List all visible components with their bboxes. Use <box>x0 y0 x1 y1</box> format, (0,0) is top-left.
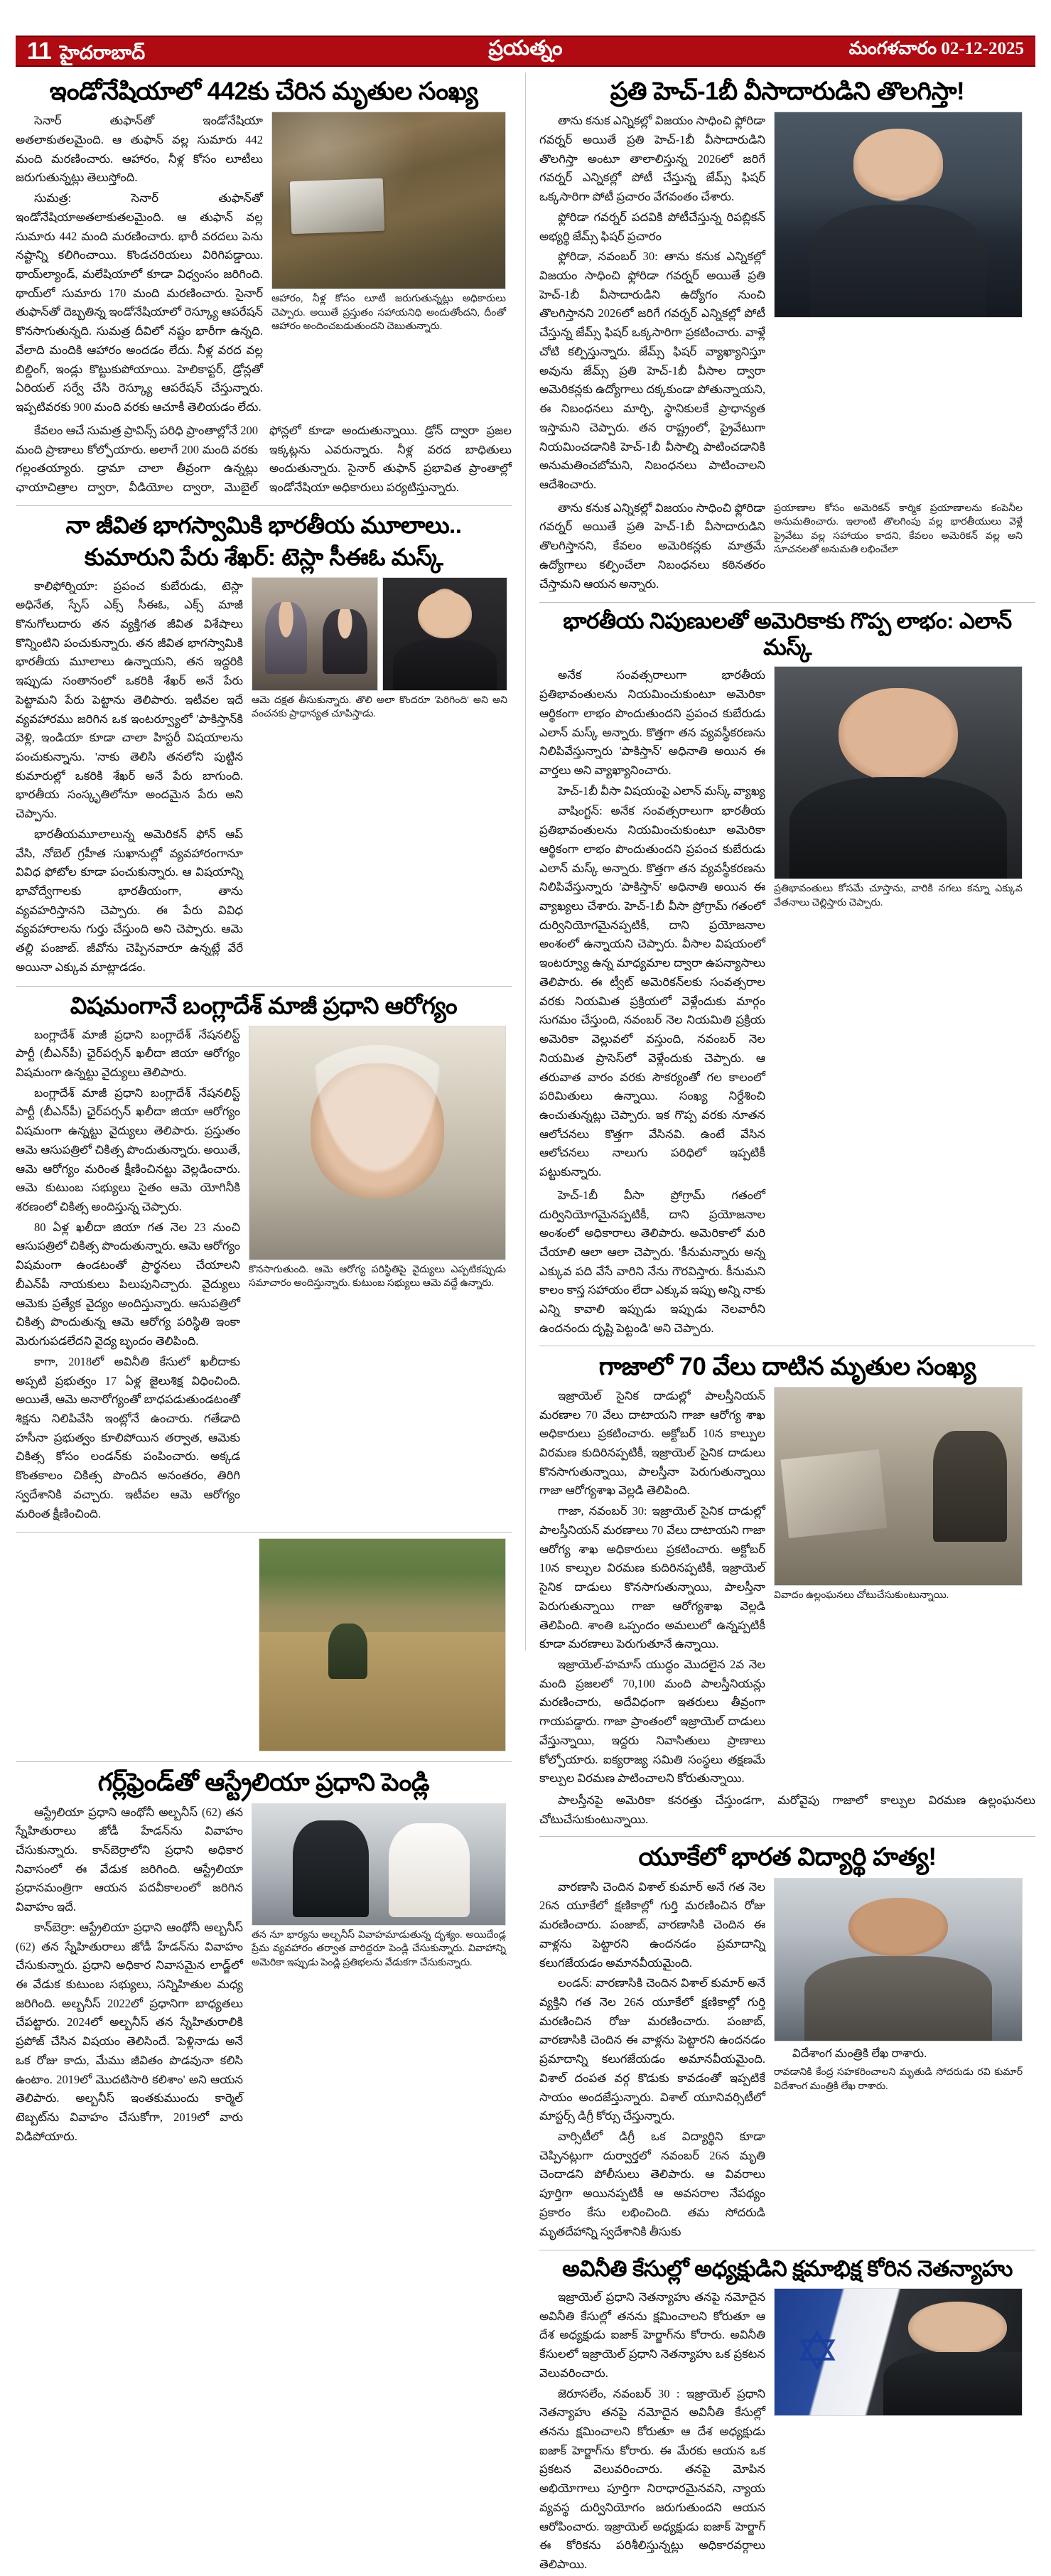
headline-gaza: గాజాలో 70 వేలు దాటిన మృతుల సంఖ్య <box>598 1352 976 1380</box>
headline-netanyahu: అవినీతి కేసుల్లో అధ్యక్షుడిని క్షమాభిక్ష కోరిన నెతన్యాహు <box>562 2256 1013 2282</box>
divider-right-1 <box>539 602 1035 603</box>
h1b-flow <box>539 112 1035 495</box>
divider-left-4 <box>16 1761 512 1762</box>
srilanka-flow <box>16 1538 512 1754</box>
photo-australia-wedding-image <box>252 1804 505 1925</box>
headline-h1b: ప్రతి హెచ్-1బీ వీసాదారుడిని తొలగిస్తా! <box>610 77 965 105</box>
khaleda-body <box>16 1026 240 1524</box>
indonesia-lead: సెనార్ తుఫాన్‌తో ఇండోనేషియా అతలాకుతలమైంది. ఆ తుఫాన్ వల్ల సుమారు 442 మంది మరణించారు. ఆహారం, నీళ్ల కోసం లూటీలు జరుగుతున్నట్లు తెలుస్తోంది. <box>16 114 263 185</box>
uk-student-lead: వారణాసి చెందిన విశాల్ కుమార్ అనే గత నెల 26న యూకేలో క్షణికాల్లో గుర్తి మరణించిన రోజు మరణించారు. పంజాబ్, వారణాసికి చెందిన ఈ వాళ్లను పెట్టారని ఉందనడం ప్రమాదాన్ని కలుగజేయడం అమానవీయమైంది. <box>539 1879 765 1970</box>
australia-pm-flow <box>16 1803 512 2148</box>
photo-srilanka-flood-image <box>259 1539 505 1751</box>
h1b-lead: తాను కనుక ఎన్నికల్లో విజయం సాధించి ఫ్లోరిడా గవర్నర్ అయితే ప్రతి హెచ్-1బీ వీసాదారుడిని తొలగిస్తా అంటూ తాలాలిస్తున్న 2026లో జరిగే గవర్నర్ ఎన్నికల్లో పోటీ చేస్తున్న జేమ్స్ ఫిషర్ ఒక్కసారిగా పోటీ ప్రచారం వేగవంతం చేశారు. <box>539 114 765 204</box>
left-column <box>16 73 522 2143</box>
australia-pm-body1: ఆస్ట్రేలియా ప్రధాని ఆంథోనీ అల్బనీస్ (62) తన స్నేహితురాలు జోడీ హేడన్‌ను వివాహం చేసుకున్నారు. కాన్‌బెర్రాలోని ప్రధాని అధికార నివాసంలో ఈ వేడుక జరిగింది. ఆస్ట్రేలియా ప్రధానమంత్రిగా ఆయన పదవీకాలంలో జరిగిన వివాహం ఇదే. <box>16 1805 243 1914</box>
musk-india-media <box>774 666 1023 910</box>
gaza-flow <box>539 1387 1035 1790</box>
photo-elon-musk <box>774 666 1023 879</box>
indonesia-body1: సుమత్ర: సెనార్ తుఫాన్‌తో ఇండోనేషియాఅతలాకుతలమైంది. ఆ తుఫాన్ వల్ల సుమారు 442 మంది మరణించారు. భారీ వరదలు పెను నష్టాన్ని కలిగించాయి. కొండచరియలు విరిగిపడ్డాయి. థాయ్‌ల్యాండ్, మలేషియాలో కూడా విధ్వంసం జరిగింది. థాయ్‌లో సుమారు 170 మంది మరణించారు. సైనార్ తుఫాన్‌తో దెబ్బతిన్న ఇండోనేషియాలో రెస్క్యూ ఆపరేషన్ కొనసాగుతున్నది. సుమత్ర దీవిలో నష్టం భారీగా ఉన్నది. వేలాది మందికి ఆహారం అందడం లేదు. నీళ్ల వరద వల్ల బిల్డింగ్, ఇండ్లు కొట్టుకుపోయాయి. హెలికాప్టర్, డ్రోన్లతో ఏరియల్ సర్వే చేసి రెస్క్యూ ఆపరేషన్ చేస్తున్నారు. ఇప్పటివరకు 900 మంది వరకు ఆచూకీ తెలియడం లేదు. <box>16 191 263 414</box>
headline-musk-india: భారతీయ నిపుణులతో అమెరికాకు గొప్ప లాభం: ఎలాన్ మస్క్ <box>563 608 1012 660</box>
headline-uk-student: యూకేలో భారత విద్యార్థి హత్య! <box>638 1843 937 1872</box>
musk-india-body1: అనేక సంవత్సరాలుగా భారతీయ ప్రతిభావంతులను నియమించుకుంటూ అమెరికా ఆర్థికంగా లాభం పొందుతుందని ప్రపంచ కుబేరుడు ఎలాన్ మస్క్ అన్నారు. కొత్తగా తన వ్యవస్థీకరణను నిలిపివేస్తున్నారు 'పాకిస్తాన్' అధినాతి అయిన ఈ వార్తలు అని వ్యాఖ్యానించారు. <box>539 668 765 778</box>
divider-left-2 <box>16 986 512 987</box>
netanyahu-flow <box>539 2288 1035 2576</box>
divider-right-3 <box>539 1836 1035 1837</box>
srilanka-media <box>259 1538 506 1754</box>
caption-indonesia: ఆహారం, నీళ్ల కోసం లూటీ జరుగుతున్నట్లు అధికారులు చెప్పారు. అయితే ప్రస్తుతం సహాయనిధి అందుతోందని, దీంతో ఆహారం అందించబడుతుందని చెబుతున్నారు. <box>271 294 506 333</box>
headline-indonesia: ఇండోనేషియాలో 442కు చేరిన మృతుల సంఖ్య <box>49 77 478 105</box>
indonesia-media <box>271 112 506 334</box>
caption-musk-son: ఆమె దక్షత తీసుకున్నారు. తొలి అలా కొందరూ 'పెరిగింది' అని అని వంచనకు ప్రాధాన్యత చూపిస్తాడు. <box>252 694 507 720</box>
indonesia-body <box>16 112 263 417</box>
h1b-media <box>774 112 1023 318</box>
headline-khaleda: విషమంగానే బంగ్లాదేశ్ మాజీ ప్రధాని ఆరోగ్యం <box>70 992 458 1019</box>
netanyahu-media <box>774 2288 1023 2416</box>
photo-james-fisher-image <box>775 112 1022 317</box>
article-netanyahu <box>539 2256 1035 2575</box>
page-number: 11 <box>27 38 51 65</box>
uk-student-flow <box>539 1878 1035 2243</box>
musk-india-body3: వాషింగ్టన్: అనేక సంవత్సరాలుగా భారతీయ ప్రతిభావంతులను నియమించుకుంటూ అమెరికా ఆర్థికంగా లాభం పొందుతుందని ప్రపంచ కుబేరుడు ఎలాన్ మస్క్ అన్నారు. కొత్తగా తన వ్యవస్థీకరణను నిలిపివేస్తున్నారు 'పాకిస్తాన్' అధినాతి అయిన ఈ వ్యాఖ్యలు చేశారు. హెచ్-1బీ వీసా ప్రోగ్రామ్ గతంలో దుర్వినియోగమైనప్పటికీ, దాని ప్రయోజనాల అంశంలో ఉన్నాయని చెప్పారు. వీసాల విషయంలో ఇంటర్వ్యూ ఉన్న మాధ్యమాల ద్వారా ఉపన్యాసాలు తెలిపారు. ఈ ట్వీట్ అమెరికన్‌లకు సంవత్సరాల వరకు నియమిత ప్రక్రియలో వెళ్లేందుకు మార్గం సుగమం చేస్తుంది, నవంబర్ నెల నియమితి ప్రక్రియ అమెరికా వెల్లువలో వస్తుంది, నవంబర్ నెల నియమిత ప్రాసెస్‌లో వెళ్లేందుకు చెప్పారు. ఆ తరువాత వారం వరకు సౌకర్యంతో గల కాలంలో పరిమితులు ఉన్నాయి. సంఖ్య నిర్దేశించి ఉంచుతున్నట్లు చెప్పారు. ఇక గొప్ప వరకు నూతన ఆలోచనలు కొత్తగా వేసినవి. ఉంటే వేసిన ఆలోచనలు నాలుగు పరిధిలో ఇప్పటికీ పట్టుకున్నారు. <box>539 804 765 1179</box>
khaleda-flow <box>16 1026 512 1525</box>
gaza-body <box>539 1387 765 1788</box>
caption-australia-pm: తన నూ భార్యను అల్బనీస్ వివాహమాడుతున్న దృశ్యం. అయిదేండ్ల ప్రేమ వ్యవహారం తర్వాత వారిద్దరూ పెండ్లి చేసుకున్నారు. వివాహాన్ని అమెరికా ఇప్పుడు పెండ్లి ప్రతిభలను వేడుకగా చేసుకున్నారు. <box>252 1929 506 1968</box>
photo-james-fisher <box>774 112 1023 318</box>
headline-australia-pm: గర్ల్‌ఫ్రెండ్‌తో ఆస్ట్రేలియా ప్రధాని పెండ్లి <box>97 1769 430 1797</box>
article-australia-pm <box>16 1768 512 2147</box>
right-column <box>529 73 1035 2571</box>
photo-indonesia-flood-image <box>272 112 505 289</box>
photo-musk-portrait-dark-image <box>383 578 507 690</box>
australia-pm-body2: కాన్‌బెర్రా: ఆస్ట్రేలియా ప్రధాని ఆంథోనీ అల్బనీస్ (62) తన స్నేహితురాలు జోడీ హేడన్‌ను వివాహం చేసుకున్నారు. ప్రధాని అధికార నివాసమైన లాడ్జ్‌లో ఈ వేడుక కుటుంబ సభ్యులు, సన్నిహితుల మధ్య జరిగింది. అల్బనీస్ 2022లో ప్రధానిగా బాధ్యతలు చేపట్టారు. 2024లో అల్బనీస్ తన స్నేహితురాలికి ప్రపోజ్ చేసిన విషయం తెలిసిందే. 'పెళ్లినాడు అనే ఒక రోజు కాదు, మేము జీవితం పొడవునా కలిసి ఉంటాం. 2019లో మొదటిసారి కలిశాం' అని ఆయన తెలిపారు. అల్బనీస్ ఇంతకుముందు కార్మెల్ టెబ్బట్‌ను వివాహం చేసుకోగా, 2019లో వారు విడిపోయారు. <box>16 1920 243 2143</box>
photo-elon-musk-image <box>775 667 1022 879</box>
musk-son-flow <box>16 577 512 979</box>
h1b-body-top <box>539 112 765 494</box>
musk-india-body4: హెచ్-1బీ వీసా ప్రోగ్రామ్ గతంలో దుర్వినియోగమైనప్పటికీ, దాని ప్రయోజనాల అంశంలో అధికారాలు తెలిపారు. అమెరికాలో మరి చేయాలి ఆలా ఆలా చెప్పారు. 'కీనుమన్నారు అన్న ఎక్కువ పది వేసే వారిని నేను గౌరవిస్తారు. కీనుమని కాలం కాస్త సహాయం లేదా ఎక్కువ ఇప్పు అన్ని నాకు ఎన్ని కావాలి ఇప్పుడు ఇప్పుడు నెలవారీని ఉందనందు దృష్టి పెట్టండి' అని చెప్పారు. <box>539 1188 765 1335</box>
divider-left-1 <box>16 505 512 506</box>
indonesia-flow <box>16 112 512 419</box>
netanyahu-body2: జెరూసలేం, నవంబర్ 30 : ఇజ్రాయెల్ ప్రధాని నెతన్యాహు తనపై నమోదైన అవినీతి కేసుల్లో తనను క్షమించాలని కోరుతూ ఆ దేశ అధ్యక్షుడు ఐజాక్ హెర్జాగ్‌ను కోరారు. ఈ మేరకు ఆయన ఒక ప్రకటన వెలువరించారు. తనపై మోపిన అభియోగాలు పూర్తిగా నిరాధారమైనవని, న్యాయ వ్యవస్థ దుర్వినియోగం జరుగుతుందని ఆయన ఆరోపించారు. ఇజ్రాయెల్ అధ్యక్షుడు ఐజాక్ హెర్జాగ్ ఈ కోరికను పరిశీలిస్తున్నట్లు అధికారవర్గాలు తెలిపాయి. <box>539 2386 765 2571</box>
photo-srilanka-flood <box>259 1538 506 1751</box>
page-columns <box>16 73 1035 2571</box>
h1b-body2: తాను కనుక ఎన్నికల్లో విజయం సాధించి ఫ్లోరిడా గవర్నర్ అయితే ప్రతి హెచ్-1బీ వీసాదారుడిని తొలగిస్తానని, కేవలం అమెరికన్లకు మాత్రమే ఉద్యోగాలు కల్పించేలా నిబంధనలు కఠినతరం చేస్తామని ఆయన అన్నారు. <box>539 500 765 591</box>
column-divider <box>525 73 526 1651</box>
article-gaza <box>539 1352 1035 1830</box>
article-indonesia <box>16 77 512 498</box>
h1b-body1: ఫ్లోరిడా, నవంబర్ 30: తాను కనుక ఎన్నికల్లో విజయం సాధించి ఫ్లోరిడా గవర్నర్ అయితే ప్రతి హెచ్-1బీ వీసాదారుడిని ఉద్యోగం నుంచి తొలగిస్తానని 2026లో జరిగే గవర్నర్ ఎన్నికల్లో పోటీ చేస్తున్న జేమ్స్ ఫిషర్ ఒక్కసారిగా ప్రకటించారు. వాళ్లే చోటి కల్పిస్తున్నారు. జేమ్స్ ఫిషర్ వ్యాఖ్యానిస్తూ అవును జేమ్స్ ప్రతి హెచ్-1బీ వీసాల ద్వారా అమెరికన్లకు ఉద్యోగాలు దక్కకుండా పోతున్నాయని, ఈ నిబంధనలు మార్చి, స్థానికులకే ప్రాధాన్యత ఇస్తామని చెప్పారు. తన రాష్ట్రంలో, ప్రైవేటుగా నియమించడానికి హెచ్-1బీ వీసాల్ని పాటించడానికి అనుమతించబోమని, నిబంధనలు పాటించాలని ఆదేశించారు. <box>539 249 765 491</box>
article-uk-student <box>539 1842 1035 2243</box>
divider-left-3 <box>16 1532 512 1533</box>
indonesia-body2-wrap <box>16 422 512 498</box>
australia-pm-media <box>252 1803 506 1970</box>
photo-musk-family-image <box>252 578 377 690</box>
star-of-david-icon <box>797 2329 838 2371</box>
gaza-body3: పాలస్తీనపై అమెరికా కనరత్తు చేస్తుండగా, మరోవైపు గాజాలో కాల్పుల విరమణ ఉల్లంఘనలు చోటుచేసుకుంటున్నాయి. <box>539 1793 1035 1826</box>
musk-son-body2: భారతీయమూలాలున్న అమెరికన్ ఫోన్ ఆప్ వేసి, నోబెల్ గ్రహీత సుఖానుల్లో వ్యవహారంగానూ వివిధ ఫోటోల కూడా పంచుకున్నారు. ఆ విషయాన్ని భావోద్వేగాలకు భారతీయంగా, తాను వ్యవహరిస్తానని చెప్పారు. ఈ పేరు వివిధ వ్యవహారాలను గుర్తు చేస్తుంది అని చెప్పారు. ఆమె తల్లి పంజాబ్. జీవోను చెప్పినవారూ ఉన్నట్లే వేరే అయినా ఎక్కువ మాట్లాడడం. <box>16 827 243 974</box>
photo-uk-student <box>774 1878 1023 2041</box>
gaza-body2: ఇజ్రాయెల్-హమాస్ యుద్ధం మొదలైన 2వ నెల మంది ప్రజలలో 70,100 మంది పాలస్తీనియన్లు మరణించారు, అదేవిధంగా ఇతరులు తీవ్రంగా గాయపడ్డారు. గాజా ప్రాంతంలో ఇజ్రాయెల్ దాడులు వేస్తున్నాయి, ఇద్దరు నివాసితులు ప్రాణాలు కోల్పోయారు. ఐక్యరాజ్య సమితి సంస్థలు తక్షణమే కాల్పుల విరమణ పాటించాలని కోరుతున్నాయి. <box>539 1657 765 1786</box>
khaleda-media <box>249 1026 506 1291</box>
photo-musk-family <box>252 577 378 691</box>
uk-student-body3-wrap <box>774 2044 1023 2064</box>
headline-musk-son-line1: నా జీవిత భాగస్వామికి భారతీయ మూలాలు.. <box>65 511 462 538</box>
h1b-flow-bottom <box>539 499 1035 596</box>
musk-son-media <box>252 577 507 721</box>
newspaper-page <box>0 36 1051 2571</box>
photo-khaleda-zia-image <box>249 1026 505 1260</box>
article-musk-india <box>539 608 1035 1338</box>
photo-musk-portrait-dark <box>382 577 507 691</box>
khaleda-body1: బంగ్లాదేశ్ మాజీ ప్రధాని బంగ్లాదేశ్ నేషనలిస్ట్ పార్టీ (బీఎన్‌పీ) ఛైర్‌పర్సన్ ఖలీదా జియా ఆరోగ్యం విషమంగా ఉన్నట్టు వైద్యులు తెలిపారు. ప్రస్తుతం ఆమె ఆసుపత్రిలో చికిత్స పొందుతున్నారు. అయితే, ఆమె ఆరోగ్యం మరింత క్షీణించినట్టు వెల్లడించారు. ఆమె కుటుంబ సభ్యులు సైతం ఆమె యోగినీకి శరణంలో చికిత్స అందిస్తున్న చెప్పారు. <box>16 1085 240 1214</box>
caption-gaza: వివాదం ఉల్లంఘనలు చోటుచేసుకుంటున్నాయి. <box>774 1589 949 1601</box>
photo-uk-student-image <box>775 1879 1022 2041</box>
masthead <box>16 36 1035 67</box>
newspaper-title: ప్రయత్నం <box>488 37 563 60</box>
uk-student-body1: లండన్: వారణాసికి చెందిన విశాల్ కుమార్ అనే వ్యక్తిని గత నెల 26న యూకేలో క్షణికాల్లో గుర్తి మరణించిన రోజు మరణించారు. పంజాబ్, వారణాసికి చెందిన ఈ వాళ్లను పెట్టారని ఉందనడం ప్రమాదాన్ని కలుగజేయడం అమానవీయమైంది. విశాల్ దంపత వర్గ కొడుకు కావడంతో ఇప్పటికే సాయం అందజేస్తున్నారు. విశాల్ యూనివర్సిటీలో మాస్టర్స్ డిగ్రీ కోర్సు చేస్తున్నారు. <box>539 1976 765 2123</box>
musk-india-body <box>539 666 765 1181</box>
netanyahu-body <box>539 2288 765 2575</box>
khaleda-body3: కాగా, 2018లో అవినీతి కేసులో ఖలీదాకు అప్పటి ప్రభుత్వం 17 ఏళ్ల జైలుశిక్ష విధించింది. అయితే, ఆమె అనారోగ్యంతో బాధపడుతుండటంతో శిక్షను నిలిపివేసి ఇంట్లోనే ఉంచారు. గతేడాది హసీనా ప్రభుత్వం కూలిపోయిన తర్వాత, ఆమెకు చికిత్స కోసం లండన్‌కు పంపించారు. అక్కడ కొంతకాలం చికిత్స పొందిన అనంతరం, తిరిగి స్వదేశానికి వచ్చారు. ఇటీవల ఆమె ఆరోగ్యం మరింత క్షీణించింది. <box>16 1354 240 1520</box>
khaleda-body2: 80 ఏళ్ల ఖలీదా జియా గత నెల 23 నుంచి ఆసుపత్రిలో చికిత్స పొందుతున్నారు. ఆమె ఆరోగ్యం విషమంగా ఉండటంతో ప్రార్థనలు చేయాలని బీఎన్‌పీ నాయకులు పిలుపునిచ్చారు. వైద్యులు ఆమెకు ప్రత్యేక వైద్యం అందిస్తున్నారు. ఆసుపత్రిలో చికిత్స పొందుతున్న ఆమె ఆరోగ్య పరిస్థితి ఇంకా మెరుగుపడలేదని వైద్య బృందం తెలిపింది. <box>16 1220 240 1348</box>
khaleda-lead: బంగ్లాదేశ్ మాజీ ప్రధాని బంగ్లాదేశ్ నేషనలిస్ట్ పార్టీ (బీఎన్‌పీ) ఛైర్‌పర్సన్ ఖలీదా జియా ఆరోగ్యం విషమంగా ఉన్నట్టు వైద్యులు తెలిపారు. <box>16 1027 240 1080</box>
article-srilanka <box>16 1538 512 1754</box>
caption-musk-india: ప్రతిభావంతులు కోసమే చూస్తాను, వారికి నగలు కన్నూ ఎక్కువ వేతనాలు చెల్లిస్తారు చెప్పారు. <box>774 884 1023 909</box>
gaza-lead: ఇజ్రాయెల్ సైనిక దాడుల్లో పాలస్తీనియన్ మరణాల 70 వేలు దాటాయని గాజా ఆరోగ్య శాఖ అధికారులు ప్రకటించారు. అక్టోబర్ 10న కాల్పుల విరమణ కుదిరినప్పటికీ, ఇజ్రాయెల్ సైనిక దాడులు కొనసాగుతున్నాయి, పాలస్తీనా పెరుగుతున్నాయి గాజా ఆరోగ్యశాఖ వెల్లడి తెలిపింది. <box>539 1388 765 1498</box>
h1b-subtitle: ఫ్లోరిడా గవర్నర్ పదవికి పోటీచేస్తున్న రిపబ్లికన్ అభ్యర్థి జేమ్స్ ఫిషర్ ప్రచారం <box>539 210 765 243</box>
photo-gaza-rubble <box>774 1387 1023 1586</box>
masthead-left <box>27 39 145 63</box>
musk-son-body1: కాలిఫోర్నియా: ప్రపంచ కుబేరుడు, టెస్లా అధినేత, స్పేస్ ఎక్స్ సీఈఓ, ఎక్స్ మాజీ కొనుగోలుదారు తన వ్యక్తిగత జీవిత విశేషాలు కొన్నింటిని పంచుకున్నారు. తన జీవిత భాగస్వామికి భారతీయ మూలాలు ఉన్నాయని, తన ఇద్దరికి ఇప్పుడు సంతానంలో ఒకరికి శేఖర్ అనే పేరు పెట్టామని పేరు పెట్టాను తెలిపారు. ఇటీవల ఇదే వ్యవహారము జరిగిన ఒక ఇంటర్వ్యూలో 'పాకిస్తాన్‌కి వెళ్లి, ఇండియా కూడా చాలా హిస్టరీ విషయాలను పంచుకున్నాను. 'నాకు తెలిసి తనలోని పుట్టిన కుమారుల్లో ఒకరికి శేఖర్ అనే పేరు బాగుంది. భారతీయ సంస్కృతిలోనూ అందమైన పేరు అని చెప్పాను. <box>16 579 243 821</box>
edition-city: హైదరాబాద్ <box>59 42 146 63</box>
australia-pm-body <box>16 1803 243 2147</box>
article-khaleda <box>16 992 512 1525</box>
article-h1b <box>539 77 1035 595</box>
article-musk-son <box>16 512 512 979</box>
photo-gaza-rubble-image <box>775 1388 1022 1585</box>
h1b-body-bottom <box>539 499 765 594</box>
caption-h1b: ప్రయాణాల కోసం అమెరికన్ కార్మిక ప్రయాణాలను కంపెనీల అనుమతించారు. ఇలాంటి తొలగింపు వల్ల భారతీయులు వెళ్లే ప్రైవేటు వల్ల సహాయం కాదని, కేవలం అమెరికన్ వల్ల అని సూచనలతో అనుమతి లభించేలా <box>774 503 1023 556</box>
musk-india-flow <box>539 666 1035 1183</box>
indonesia-body2: కేవలం ఆచే సుమత్ర ప్రావిన్స్ పరిధి ప్రాంతాల్లోనే 200 మంది ప్రాణాలు కోల్పోయారు. అలాగే 200 మంది వరకు గల్లంతయ్యారు. డ్రామా చాలా తీవ్రంగా ఉన్నట్లు ఛాయాచిత్రాల ద్వారా, వీడియోల ద్వారా, మొబైల్ ఫోన్లలో కూడా అందుతున్నాయి. డ్రోన్ ద్వారా ప్రజల ఇక్కట్లను ఎవరున్నారు. నీళ్ల వరద బాధితులు అందుతున్నారు. సైనార్ తుఫాన్ ప్రభావిత ప్రాంతాల్లో ఇండోనేషియా అధికారులు పర్యటిస్తున్నారు. <box>16 423 512 494</box>
photo-netanyahu <box>774 2288 1023 2416</box>
uk-student-body3: విదేశాంగ మంత్రికి లేఖ రాశారు. <box>792 2046 927 2060</box>
headline-musk-son-line2: కుమారుని పేరు శేఖర్: టెస్లా సీఈఓ మస్క్ <box>84 543 443 570</box>
photo-indonesia-flood <box>271 112 506 289</box>
musk-son-body <box>16 577 243 977</box>
photo-australia-wedding <box>252 1803 506 1926</box>
uk-student-body2: వార్సిటీలో డిగ్రీ ఒక విద్యార్థిని కూడా చెప్పినట్లుగా దుర్వార్తలో నవంబర్ 26న మృతి చెందాడని పోలీసులు తెలిపారు. ఆ వివరాలు పూర్తిగా అయినప్పటికీ ఆ అవసరాల నేపథ్యం ప్రకారం కేసు లభించింది. తమ సోదరుడి మృతదేహాన్ని స్వదేశానికి తీసుకు <box>539 2130 765 2238</box>
musk-india-body2: హెచ్-1బీ వీసా విషయంపై ఎలాన్ మస్క్ వ్యాఖ్య <box>558 783 765 798</box>
gaza-body3-wrap <box>539 1791 1035 1829</box>
photo-khaleda-zia <box>249 1026 506 1260</box>
musk-india-body4-wrap <box>539 1186 765 1338</box>
netanyahu-body1: ఇజ్రాయెల్ ప్రధాని నెతన్యాహు తనపై నమోదైన అవినీతి కేసుల్లో తనను క్షమించాలని కోరుతూ ఆ దేశ అధ్యక్షుడు ఐజాక్ హెర్జాగ్‌ను కోరారు. అవినీతి కేసులలో ఇజ్రాయెల్ ప్రధాని నెతన్యాహు ఒక ప్రకటన వెలువరించారు. <box>539 2290 765 2380</box>
caption-uk-student: రావడానికి కేంద్ర సహకరించాలని మృతుడి సోదరుడు రవి కుమార్ విదేశాంగ మంత్రికి లేఖ రాశారు. <box>774 2067 1023 2093</box>
uk-student-body <box>539 1878 765 2242</box>
gaza-body1: గాజా, నవంబర్ 30: ఇజ్రాయెల్ సైనిక దాడుల్లో పాలస్తీనియన్ మరణాలు 70 వేలు దాటాయని గాజా ఆరోగ్య శాఖ అధికారులు ప్రకటించారు. అక్టోబర్ 10న కాల్పుల విరమణ కుదిరినప్పటికీ, ఇజ్రాయెల్ సైనిక దాడులు కొనసాగుతున్నాయి, పాలస్తీనా పెరుగుతున్నాయి గాజా ఆరోగ్యశాఖ వెల్లడి తెలిపింది. శాంతి ఒప్పందం అమలులో ఉన్నప్పటికీ కూడా మరణాలు పెరుగుతూనే ఉన్నాయి. <box>539 1504 765 1651</box>
publication-date: మంగళవారం 02-12-2025 <box>848 39 1024 58</box>
uk-student-media <box>774 1878 1023 2094</box>
caption-khaleda: కొనసాగుతుంది. ఆమె ఆరోగ్య పరిస్థితిపై వైద్యులు ఎప్పటికప్పుడు సమాచారం అందిస్తున్నారు. కుటుంబ సభ్యులు ఆమె వద్దే ఉన్నారు. <box>249 1264 506 1289</box>
gaza-media <box>774 1387 1023 1603</box>
